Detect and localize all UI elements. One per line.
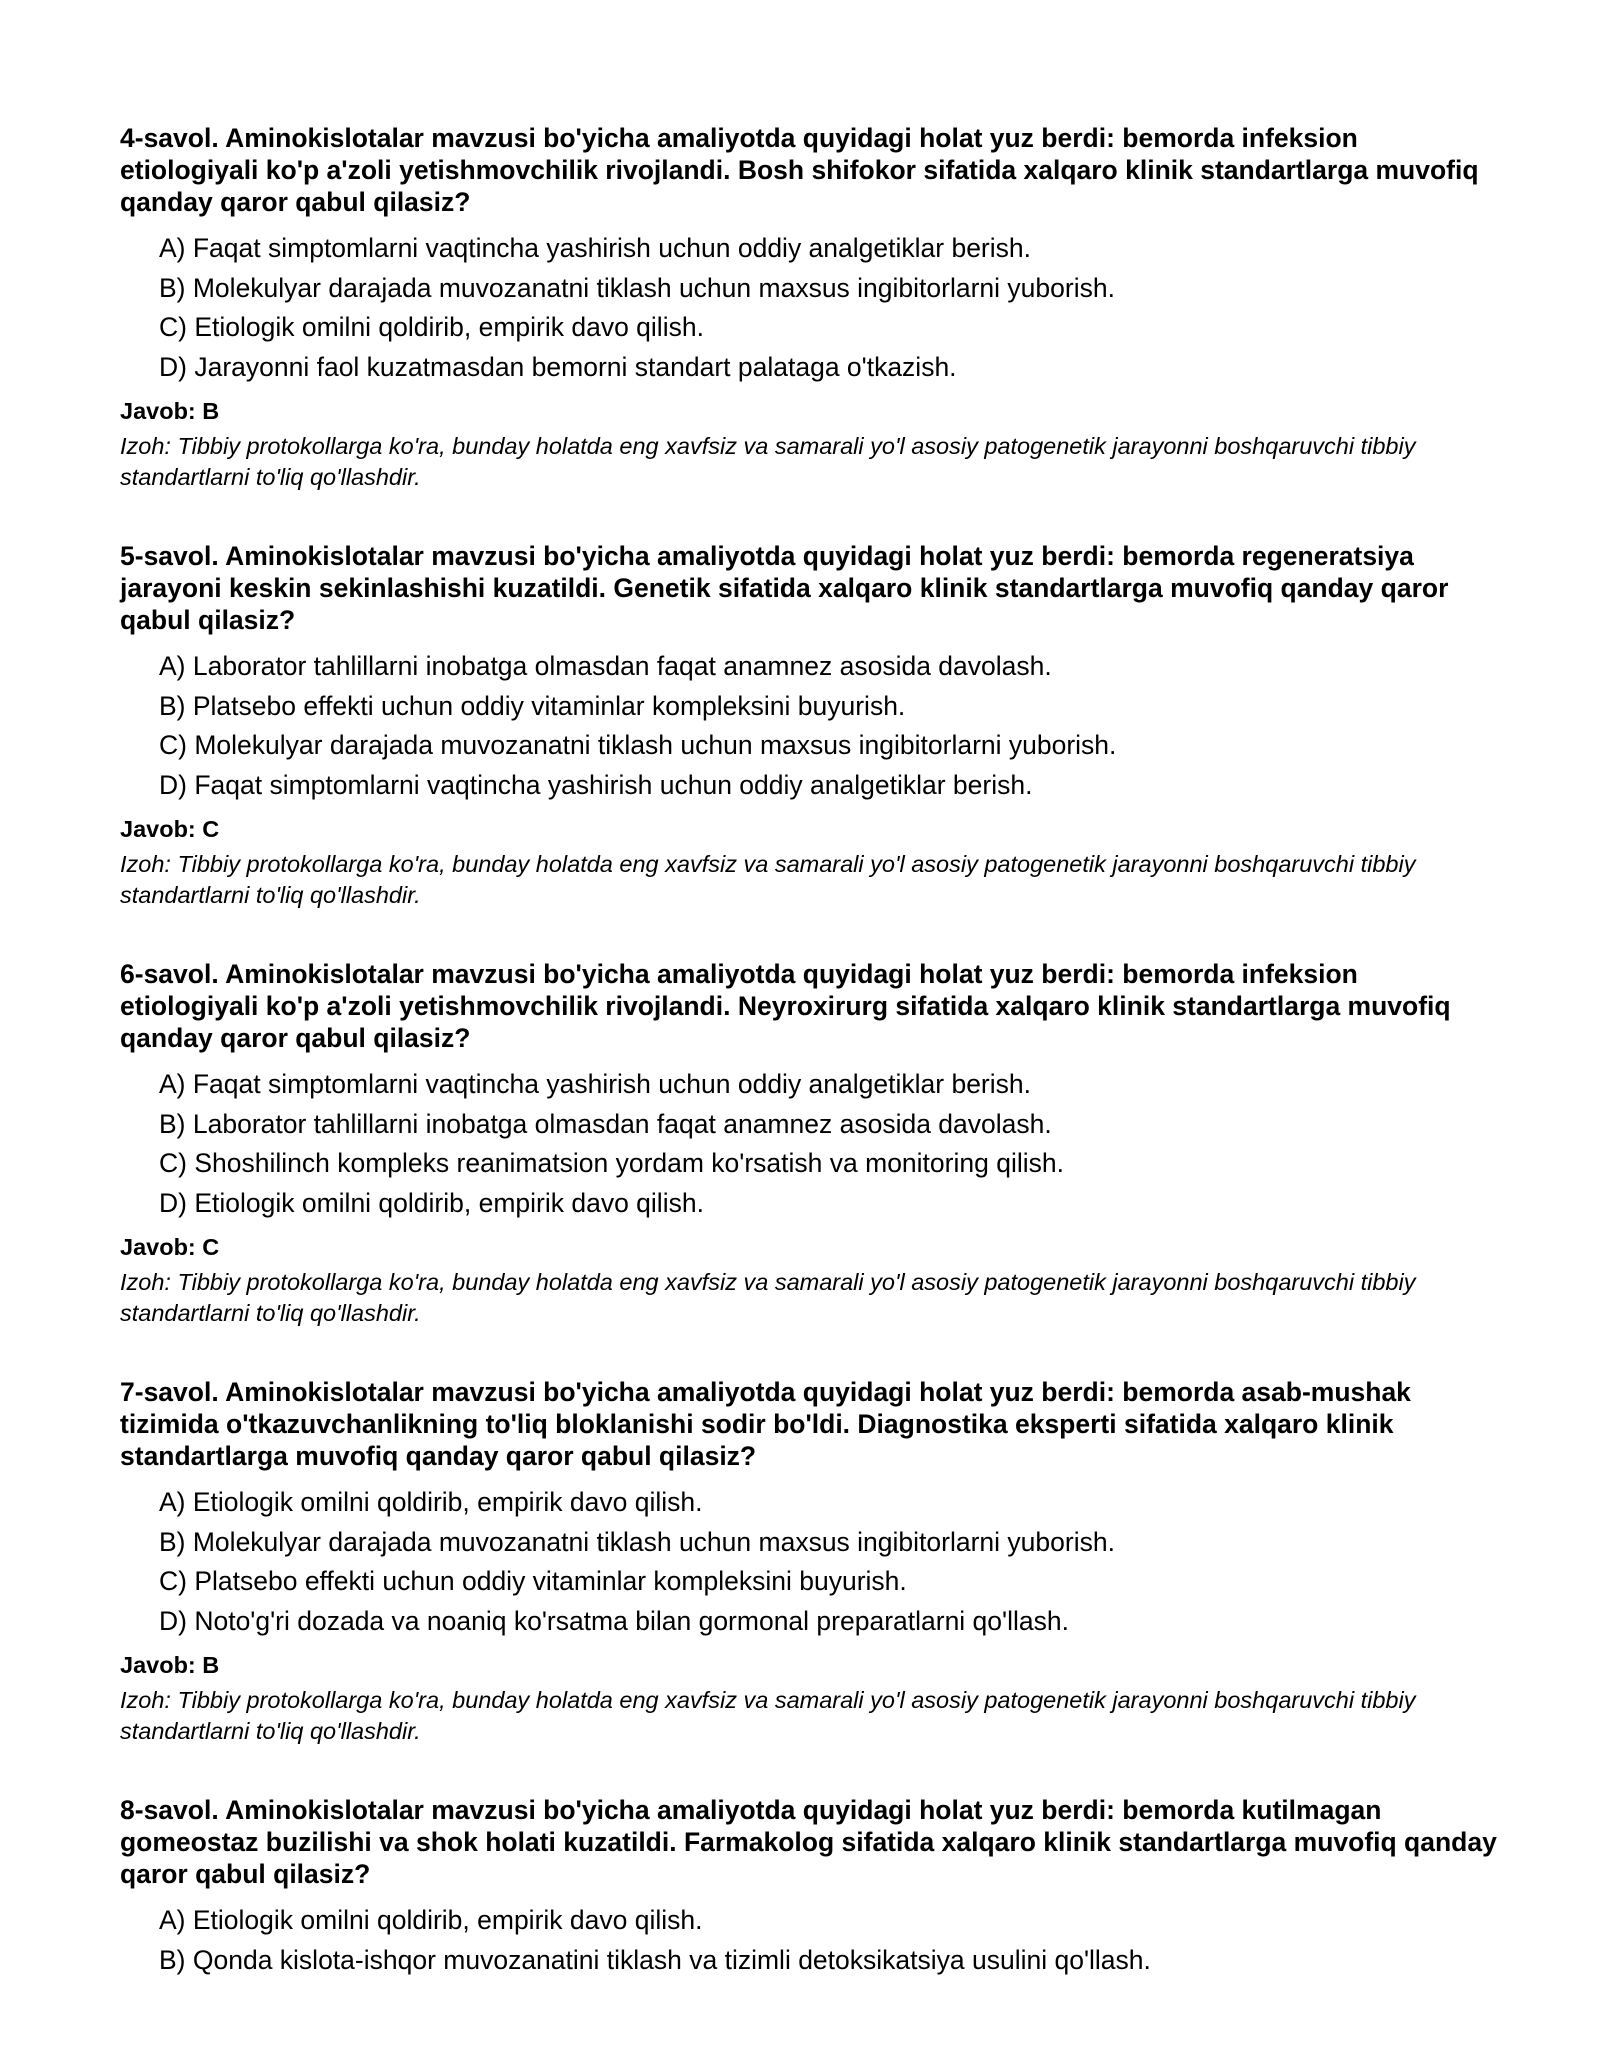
explanation-note: Izoh: Tibbiy protokollarga ko'ra, bunday holatda eng xavfsiz va samarali yo'l asosiy patogenetik jarayonni boshqaruvchi tibbiy standartlarni to'liq qo'llashdir. <box>120 851 1416 908</box>
option-d: D) Etiologik omilni qoldirib, empirik davo qilish. <box>159 1187 704 1218</box>
document-page <box>120 122 1500 2027</box>
answer-label: Javob: B <box>120 398 220 424</box>
option-a: A) Faqat simptomlarni vaqtincha yashirish uchun oddiy analgetiklar berish. <box>159 233 1031 263</box>
options-list <box>120 229 1500 387</box>
option-b: B) Qonda kislota-ishqor muvozanatini tiklash va tizimli detoksikatsiya usulini qo'llash. <box>159 1944 1151 1975</box>
question-block-6 <box>120 958 1500 1329</box>
option-a: A) Laborator tahlillarni inobatga olmasdan faqat anamnez asosida davolash. <box>159 651 1052 681</box>
question-title: 5-savol. Aminokislotalar mavzusi bo'yicha amaliyotda quyidagi holat yuz berdi: bemorda regeneratsiya jarayoni keskin sekinlashishi kuzatildi. Genetik sifatida xalqaro klinik standartlarga muvofiq qanday qaror qabul qilasiz? <box>120 541 1449 635</box>
options-list <box>120 1901 1500 1980</box>
option-b: B) Laborator tahlillarni inobatga olmasdan faqat anamnez asosida davolash. <box>159 1108 1052 1139</box>
question-title: 6-savol. Aminokislotalar mavzusi bo'yicha amaliyotda quyidagi holat yuz berdi: bemorda infeksion etiologiyali ko'p a'zoli yetishmovchilik rivojlandi. Neyroxirurg sifatida xalqaro klinik standartlarga muvofiq qanday qaror qabul qilasiz? <box>120 959 1451 1053</box>
option-d: D) Faqat simptomlarni vaqtincha yashirish uchun oddiy analgetiklar berish. <box>159 769 1033 800</box>
option-a: A) Faqat simptomlarni vaqtincha yashirish uchun oddiy analgetiklar berish. <box>159 1069 1031 1099</box>
options-list <box>120 1483 1500 1641</box>
option-c: C) Etiologik omilni qoldirib, empirik davo qilish. <box>159 312 704 342</box>
question-title: 4-savol. Aminokislotalar mavzusi bo'yicha amaliyotda quyidagi holat yuz berdi: bemorda infeksion etiologiyali ko'p a'zoli yetishmovchilik rivojlandi. Bosh shifokor sifatida xalqaro klinik standartlarga muvofiq qanday qaror qabul qilasiz? <box>120 123 1479 217</box>
explanation-note: Izoh: Tibbiy protokollarga ko'ra, bunday holatda eng xavfsiz va samarali yo'l asosiy patogenetik jarayonni boshqaruvchi tibbiy standartlarni to'liq qo'llashdir. <box>120 1269 1416 1326</box>
question-block-4 <box>120 122 1500 493</box>
option-c: C) Shoshilinch kompleks reanimatsion yordam ko'rsatish va monitoring qilish. <box>159 1148 1064 1178</box>
option-d: D) Noto'g'ri dozada va noaniq ko'rsatma bilan gormonal preparatlarni qo'llash. <box>159 1605 1069 1636</box>
question-title: 8-savol. Aminokislotalar mavzusi bo'yicha amaliyotda quyidagi holat yuz berdi: bemorda kutilmagan gomeostaz buzilishi va shok holati kuzatildi. Farmakolog sifatida xalqaro klinik standartlarga muvofiq qanday qaror qabul qilasiz? <box>120 1795 1497 1889</box>
explanation-note: Izoh: Tibbiy protokollarga ko'ra, bunday holatda eng xavfsiz va samarali yo'l asosiy patogenetik jarayonni boshqaruvchi tibbiy standartlarni to'liq qo'llashdir. <box>120 1687 1416 1744</box>
question-block-5 <box>120 540 1500 911</box>
option-c: C) Molekulyar darajada muvozanatni tiklash uchun maxsus ingibitorlarni yuborish. <box>159 730 1117 760</box>
option-b: B) Platsebo effekti uchun oddiy vitaminlar kompleksini buyurish. <box>159 690 906 721</box>
options-list <box>120 1065 1500 1223</box>
answer-label: Javob: B <box>120 1652 220 1678</box>
option-c: C) Platsebo effekti uchun oddiy vitaminlar kompleksini buyurish. <box>159 1566 907 1596</box>
question-block-8 <box>120 1794 1500 1980</box>
option-a: A) Etiologik omilni qoldirib, empirik davo qilish. <box>159 1905 703 1935</box>
question-block-7 <box>120 1376 1500 1747</box>
answer-label: Javob: C <box>120 816 220 842</box>
option-b: B) Molekulyar darajada muvozanatni tiklash uchun maxsus ingibitorlarni yuborish. <box>159 272 1115 303</box>
options-list <box>120 647 1500 805</box>
option-b: B) Molekulyar darajada muvozanatni tiklash uchun maxsus ingibitorlarni yuborish. <box>159 1526 1115 1557</box>
answer-label: Javob: C <box>120 1234 220 1260</box>
explanation-note: Izoh: Tibbiy protokollarga ko'ra, bunday holatda eng xavfsiz va samarali yo'l asosiy patogenetik jarayonni boshqaruvchi tibbiy standartlarni to'liq qo'llashdir. <box>120 433 1416 490</box>
question-title: 7-savol. Aminokislotalar mavzusi bo'yicha amaliyotda quyidagi holat yuz berdi: bemorda asab-mushak tizimida o'tkazuvchanlikning to'liq bloklanishi sodir bo'ldi. Diagnostika eksperti sifatida xalqaro klinik standartlarga muvofiq qanday qaror qabul qilasiz? <box>120 1377 1411 1471</box>
option-a: A) Etiologik omilni qoldirib, empirik davo qilish. <box>159 1487 703 1517</box>
option-d: D) Jarayonni faol kuzatmasdan bemorni standart palataga o'tkazish. <box>159 351 957 382</box>
